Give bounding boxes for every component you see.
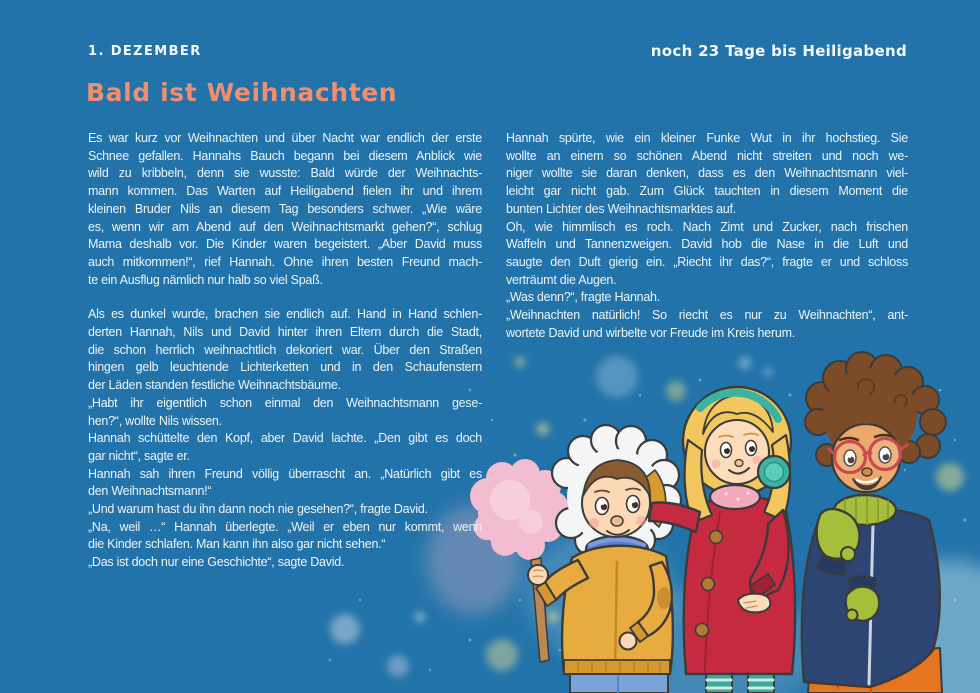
story-line: Schnee gefallen. Hannahs Bauch begann bei diesem Anblick wie	[88, 148, 482, 163]
story-paragraph	[88, 554, 482, 572]
story-paragraph	[88, 430, 482, 465]
story-paragraph	[88, 501, 482, 519]
story-line: kleinen Bruder Nils an diesem Tag besonders schwer. „Wie wäre	[88, 201, 482, 216]
story-line: die Kinder schlafen. Man kann ihn also gar nicht sehen.“	[88, 537, 386, 552]
story-line: es, wenn wir am Abend auf den Weihnachtsmarkt gehen?“, schlug	[88, 219, 482, 234]
story-column-left	[88, 130, 482, 572]
story-paragraph	[88, 306, 482, 395]
story-line: wollte an einem so schönen Abend nicht streiten und noch we-	[506, 148, 908, 163]
story-line: Hannah schüttelte den Kopf, aber David lachte. „Den gibt es doch	[88, 431, 482, 446]
story-line: hen?“, wollte Nils wissen.	[88, 413, 222, 428]
story-paragraph	[506, 289, 908, 307]
story-line: Mama deshalb vor. Die Kinder waren begeistert. „Aber David muss	[88, 237, 482, 252]
story-line: „Weihnachten natürlich! So riecht es nur zu Weihnachten“, ant-	[506, 308, 908, 323]
story-line: auch mitkommen!“, rief Hannah. Ohne ihren besten Freund mach-	[88, 254, 482, 269]
story-line: Es war kurz vor Weihnachten und über Nacht war endlich der erste	[88, 131, 482, 145]
story-line: „Na, weil …“ Hannah überlegte. „Weil er eben nur kommt, wenn	[88, 519, 482, 534]
story-line: „Das ist doch nur eine Geschichte“, sagte David.	[88, 555, 345, 570]
story-line: „Und warum hast du ihn dann noch nie gesehen?“, fragte David.	[88, 502, 428, 517]
story-line: gar nicht“, sagte er.	[88, 448, 190, 463]
story-line: leicht gar nicht gab. Zum Glück tauchten in diesem Moment die	[506, 184, 908, 199]
story-line: mann kommen. Das Warten auf Heiligabend fielen ihr und ihrem	[88, 184, 482, 199]
story-line: Als es dunkel wurde, brachen sie endlich auf. Hand in Hand schlen-	[88, 307, 482, 322]
story-column-right	[506, 130, 908, 342]
story-line: Waffeln und Tannenzweigen. David hob die Nase in die Luft und	[506, 237, 908, 252]
story-line: den Weihnachtsmann!“	[88, 484, 212, 499]
story-paragraph	[88, 130, 482, 289]
story-line: der Läden standen festliche Weihnachtsbäume.	[88, 378, 341, 393]
story-line: hingen gelb leuchtende Lichterketten und in den Schaufenstern	[88, 360, 482, 375]
story-paragraph	[88, 395, 482, 430]
story-line: verträumt die Augen.	[506, 272, 617, 287]
story-line: derten Hannah, Nils und David hinter ihren Eltern durch die Stadt,	[88, 325, 482, 340]
story-line: saugte den Duft gierig ein. „Riecht ihr das?“, fragte er und schloss	[506, 254, 908, 269]
story-line: niger wollte sie daran denken, dass es den Weihnachtsmann viel-	[506, 166, 908, 181]
story-line: bunten Lichter des Weihnachtsmarktes auf.	[506, 201, 736, 216]
story-line: Hannah spürte, wie ein kleiner Funke Wut in ihr hochstieg. Sie	[506, 131, 908, 145]
story-paragraph	[88, 519, 482, 554]
story-paragraph	[506, 307, 908, 342]
story-line: „Was denn?“, fragte Hannah.	[506, 290, 660, 305]
story-line: Hannah sah ihren Freund völlig überrascht an. „Natürlich gibt es	[88, 466, 482, 481]
story-line: „Habt ihr eigentlich schon einmal den Weihnachtsmann gese-	[88, 395, 482, 410]
story-paragraph	[506, 219, 908, 290]
story-paragraph	[506, 130, 908, 219]
story-line: Oh, wie himmlisch es roch. Nach Zimt und Zucker, nach frischen	[506, 219, 908, 234]
story-line: te ein Ausflug nämlich nur halb so viel Spaß.	[88, 272, 323, 287]
story-line: wild zu kribbeln, denn sie wusste: Bald würde der Weihnachts-	[88, 166, 482, 181]
story-paragraph	[88, 466, 482, 501]
story-line: die schon herrlich weihnachtlich dekoriert war. Über den Straßen	[88, 342, 482, 357]
story-line: wortete David und wirbelte vor Freude im Kreis herum.	[506, 325, 795, 340]
page-title: Bald ist Weihnachten	[86, 78, 398, 107]
countdown-label: noch 23 Tage bis Heiligabend	[650, 42, 907, 60]
date-label: 1. DEZEMBER	[88, 44, 202, 59]
